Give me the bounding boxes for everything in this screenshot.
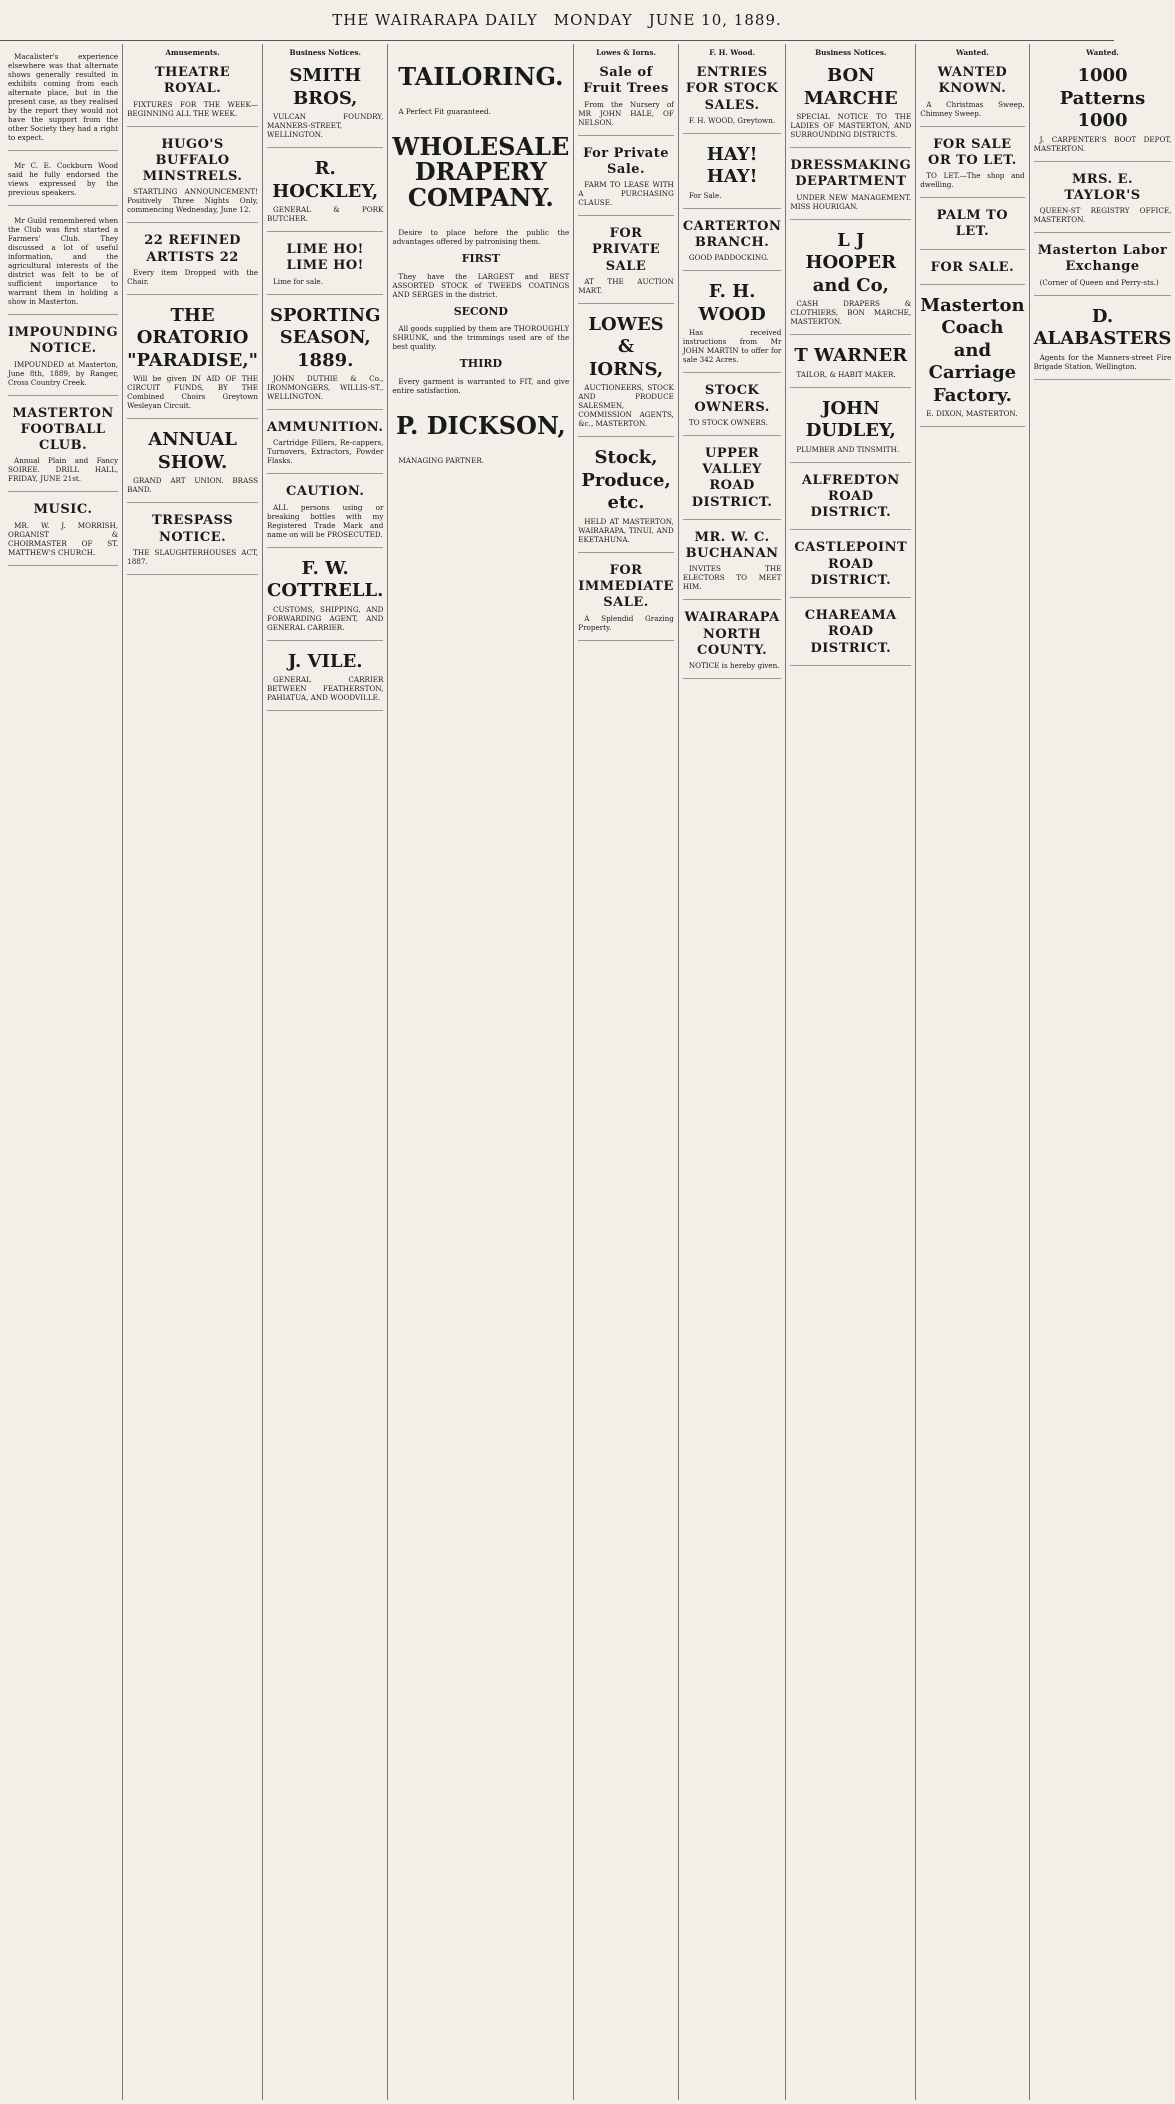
column-heading: Business Notices. [815, 48, 887, 57]
column-item [790, 339, 911, 388]
column-item [1034, 300, 1172, 380]
item-title: MASTERTON FOOTBALL CLUB. [12, 405, 114, 453]
item-title: P. DICKSON, [395, 411, 566, 440]
column-item [683, 275, 782, 373]
item-body: QUEEN-ST REGISTRY OFFICE, MASTERTON. [1033, 206, 1172, 224]
item-title: TAILORING. [398, 62, 564, 91]
paper-date: JUNE 10, 1889. [648, 11, 782, 29]
column-heading: Wanted. [956, 48, 989, 57]
item-body: Mr C. E. Cockburn Wood said he fully endorsed the views expressed by the previous speakers. [8, 161, 119, 197]
item-title: IMPOUNDING NOTICE. [8, 325, 119, 357]
item-title: FIRST [461, 251, 500, 265]
item-body: Macalister's experience elsewhere was that alternate shows generally resulted in exhibits coming from each alternate place, but in the present case, as they realised by the report they would not have the support from the other Society they had a right to expect. [8, 52, 119, 142]
item-body: TO STOCK OWNERS. [688, 417, 768, 427]
item-body: F. H. WOOD, Greytown. [688, 115, 776, 125]
item-title: CASTLEPOINT ROAD DISTRICT. [794, 540, 908, 588]
item-title: Masterton Coach and Carriage Factory. [920, 294, 1025, 406]
item-title: Sale of Fruit Trees [583, 65, 669, 97]
column-heading: Lowes & Iorns. [596, 48, 656, 57]
item-body: ALL persons using or breaking bottles with my Registered Trade Mark and name on will be PROSECUTED. [267, 502, 384, 539]
item-title: CARTERTON BRANCH. [682, 218, 782, 250]
column-item [790, 602, 911, 666]
item-body: Cartridge Fillers, Re-cappers, Turnovers, Extractors, Powder Flasks. [267, 438, 384, 466]
item-body: Has received instructions from Mr JOHN MARTIN to offer for sale 342 Acres. [682, 328, 782, 365]
column-item [8, 155, 118, 206]
column-item [127, 423, 258, 503]
item-title: TRESPASS NOTICE. [151, 513, 234, 545]
column-item [790, 467, 911, 531]
column-1 [4, 44, 123, 2100]
item-title: THEATRE ROYAL. [155, 65, 231, 97]
column-item [920, 202, 1024, 250]
column-item [127, 59, 258, 127]
column-item [1034, 237, 1172, 296]
column-item [578, 441, 674, 553]
item-body: A Splendid Grazing Property. [578, 613, 674, 632]
column-item [790, 534, 911, 598]
item-body: JOHN DUTHIE & Co., IRONMONGERS, WILLIS-ST., WELLINGTON. [267, 374, 384, 401]
column-item [578, 557, 674, 641]
item-body: GOOD PADDOCKING. [688, 253, 769, 263]
column-item [683, 213, 782, 272]
column-item [790, 59, 911, 148]
item-title: FOR SALE OR TO LET. [928, 136, 1017, 168]
item-body: Will be given IN AID OF THE CIRCUIT FUNDS, BY THE Combined Choirs Greytown Wesleyan Circuit. [127, 374, 259, 411]
item-body: NOTICE is hereby given. [688, 661, 780, 670]
column-item [683, 59, 782, 134]
item-title: LIME HO! LIME HO! [286, 242, 364, 274]
item-body: THE SLAUGHTERHOUSES ACT, 1887. [127, 547, 259, 566]
column-item [790, 224, 911, 336]
item-title: WANTED KNOWN. [937, 65, 1008, 97]
item-title: ALFREDTON ROAD DISTRICT. [801, 472, 900, 520]
item-body: Every garment is warranted to FIT, and give entire satisfaction. [392, 377, 570, 395]
item-title: HAY! HAY! [706, 143, 758, 188]
item-body: CUSTOMS, SHIPPING, AND FORWARDING AGENT, AND GENERAL CARRIER. [267, 604, 384, 632]
item-body: INVITES THE ELECTORS TO MEET HIM. [682, 564, 782, 592]
column-item [267, 59, 383, 148]
item-title: FOR IMMEDIATE SALE. [578, 562, 674, 611]
item-title: MUSIC. [33, 502, 93, 518]
item-body: (Corner of Queen and Perry-sts.) [1039, 277, 1159, 287]
item-title: JOHN DUDLEY, [805, 397, 896, 441]
column-item [790, 392, 911, 463]
column-item [578, 308, 674, 438]
masthead [0, 0, 1114, 41]
item-body: Mr Guild remembered when the Club was first started a Farmers' Club. They discussed a lot of useful information, and the agricultural interests of the district was felt to be of sufficient importance to warrant them in holding a show in Masterton. [8, 216, 119, 306]
item-body: Desire to place before the public the advantages offered by patronising them. [392, 227, 570, 246]
item-body: SPECIAL NOTICE TO THE LADIES OF MASTERTON, AND SURROUNDING DISTRICTS. [790, 112, 912, 139]
column-heading: Amusements. [165, 48, 220, 57]
item-body: GENERAL & PORK BUTCHER. [267, 205, 384, 223]
item-body: CASH DRAPERS & CLOTHIERS, BON MARCHE, MASTERTON. [790, 299, 912, 326]
item-title: FOR PRIVATE SALE [591, 226, 661, 274]
column-item [8, 319, 118, 396]
column-item [683, 604, 782, 679]
column-item [683, 138, 782, 209]
column-item [267, 414, 383, 474]
column-item [1034, 166, 1172, 234]
item-title: F. W. COTTRELL. [267, 557, 384, 601]
item-body: PLUMBER AND TINSMITH. [796, 444, 900, 454]
item-title: DRESSMAKING DEPARTMENT [790, 158, 912, 190]
item-body: AT THE AUCTION MART. [578, 276, 674, 295]
column-item [267, 552, 383, 641]
column-2 [123, 44, 263, 2100]
item-body: For Sale. [688, 190, 722, 200]
column-item [578, 59, 674, 136]
item-title: WAIRARAPA NORTH COUNTY. [684, 610, 780, 658]
column-item [267, 299, 383, 411]
item-body: From the Nursery of MR JOHN HALE, OF NELSON. [578, 99, 674, 127]
column-item [127, 131, 258, 224]
item-body: E. DIXON, MASTERTON. [926, 409, 1018, 419]
item-title: BON MARCHE [803, 65, 898, 109]
column-item [683, 524, 782, 601]
column-item [267, 478, 383, 547]
item-body: HELD AT MASTERTON, WAIRARAPA, TINUI, AND EKETAHUNA. [578, 516, 674, 544]
item-title: Masterton Labor Exchange [1037, 243, 1168, 275]
item-body: J. CARPENTER'S BOOT DEPOT, MASTERTON. [1033, 134, 1172, 153]
column-item [790, 152, 911, 220]
column-4 [388, 44, 574, 2100]
column-item [1034, 59, 1172, 162]
column-3 [263, 44, 388, 2100]
item-body: VULCAN FOUNDRY, MANNERS-STREET, WELLINGTON. [267, 112, 384, 139]
item-title: WHOLESALE DRAPERY COMPANY. [392, 132, 570, 212]
column-item [267, 645, 383, 712]
column-item [578, 220, 674, 304]
item-title: SECOND [453, 304, 508, 318]
column-item [267, 152, 383, 232]
item-body: TO LET.—The shop and dwelling. [920, 171, 1025, 189]
column-item [920, 289, 1024, 428]
item-title: UPPER VALLEY ROAD DISTRICT. [691, 445, 773, 510]
item-title: CAUTION. [286, 484, 365, 500]
item-body: IMPOUNDED at Masterton, June 8th, 1889, by Ranger, Cross Country Creek. [8, 359, 119, 387]
item-title: J. VILE. [287, 650, 363, 672]
column-item [127, 507, 258, 575]
item-title: AMMUNITION. [267, 420, 384, 435]
item-body: They have the LARGEST and BEST ASSORTED STOCK of TWEEDS COATINGS AND SERGES in the district. [392, 271, 570, 299]
item-body: MANAGING PARTNER. [398, 456, 485, 466]
item-title: CHAREAMA ROAD DISTRICT. [804, 608, 897, 656]
item-body: Annual Plain and Fancy SOIREE. DRILL HALL, FRIDAY, JUNE 21st. [8, 456, 119, 484]
item-body: STARTLING ANNOUNCEMENT! Positively Three Nights Only, commencing Wednesday, June 12. [127, 187, 259, 215]
item-title: 22 REFINED ARTISTS 22 [144, 233, 241, 265]
item-title: R. HOCKLEY, [272, 158, 379, 202]
columns [4, 44, 1172, 2100]
column-item [127, 299, 258, 420]
item-title: STOCK OWNERS. [694, 383, 770, 415]
item-title: THE ORATORIO "PARADISE," [127, 304, 259, 371]
column-item [683, 377, 782, 436]
column-item [683, 440, 782, 520]
item-body: Lime for sale. [273, 276, 323, 286]
item-title: T WARNER [794, 345, 908, 366]
paper-day: MONDAY [553, 11, 633, 29]
column-item [920, 131, 1024, 199]
item-title: L J HOOPER and Co, [805, 229, 897, 296]
column-item [8, 496, 118, 565]
item-body: A Christmas Sweep, Chimney Sweep. [920, 99, 1025, 118]
item-title: ANNUAL SHOW. [148, 429, 237, 473]
column-heading: F. H. Wood. [709, 48, 755, 57]
column-item [8, 400, 118, 493]
item-title: F. H. WOOD [698, 281, 766, 325]
item-title: SPORTING SEASON, 1889. [269, 304, 381, 371]
column-7 [786, 44, 916, 2100]
column-item [920, 254, 1024, 285]
item-title: PALM TO LET. [936, 208, 1009, 240]
item-title: THIRD [459, 357, 503, 371]
item-title: D. ALABASTERS [1033, 305, 1172, 349]
item-body: Every item Dropped with the Chair. [127, 267, 259, 286]
item-body: GRAND ART UNION. BRASS BAND. [127, 476, 259, 495]
item-title: MR. W. C. BUCHANAN [685, 529, 779, 561]
column-8 [916, 44, 1029, 2100]
column-9 [1030, 44, 1175, 2100]
item-title: 1000 Patterns 1000 [1059, 65, 1146, 131]
column-heading: Wanted. [1086, 48, 1119, 57]
item-body: AUCTIONEERS, STOCK AND PRODUCE SALESMEN, COMMISSION AGENTS, &c., MASTERTON. [578, 383, 674, 429]
item-body: FARM TO LEASE WITH A PURCHASING CLAUSE. [578, 180, 674, 207]
column-6 [679, 44, 787, 2100]
column-item [578, 140, 674, 217]
column-item [8, 46, 118, 151]
item-title: For Private Sale. [583, 145, 669, 177]
item-title: ENTRIES FOR STOCK SALES. [685, 65, 779, 113]
column-heading: Business Notices. [289, 48, 361, 57]
column-item [267, 236, 383, 295]
item-title: MRS. E. TAYLOR'S [1064, 171, 1141, 203]
column-5 [574, 44, 679, 2100]
item-body: A Perfect Fit guaranteed. [398, 107, 491, 117]
item-body: GENERAL CARRIER BETWEEN FEATHERSTON, PAHIATUA, AND WOODVILLE. [267, 675, 384, 702]
column-item [8, 210, 118, 315]
item-title: Stock, Produce, etc. [581, 447, 671, 514]
column-item [920, 59, 1024, 127]
item-title: LOWES & IORNS, [588, 313, 664, 380]
column-item [127, 227, 258, 295]
item-body: UNDER NEW MANAGEMENT. MISS HOURIGAN. [790, 192, 912, 211]
item-body: MR. W. J. MORRISH, ORGANIST & CHOIRMASTER OF ST. MATTHEW'S CHURCH. [8, 520, 119, 557]
item-title: HUGO'S BUFFALO MINSTRELS. [142, 136, 243, 184]
item-body: TAILOR, & HABIT MAKER. [796, 369, 896, 379]
item-body: Agents for the Manners-street Fire Brigade Station, Wellington. [1033, 352, 1172, 371]
paper-title: THE WAIRARAPA DAILY [332, 11, 538, 29]
item-body: All goods supplied by them are THOROUGHLY SHRUNK, and the trimmings used are of the best quality. [392, 324, 570, 352]
item-title: FOR SALE. [930, 259, 1015, 275]
item-body: FIXTURES FOR THE WEEK—BEGINNING ALL THE WEEK. [127, 99, 259, 118]
item-title: SMITH BROS, [289, 65, 362, 109]
